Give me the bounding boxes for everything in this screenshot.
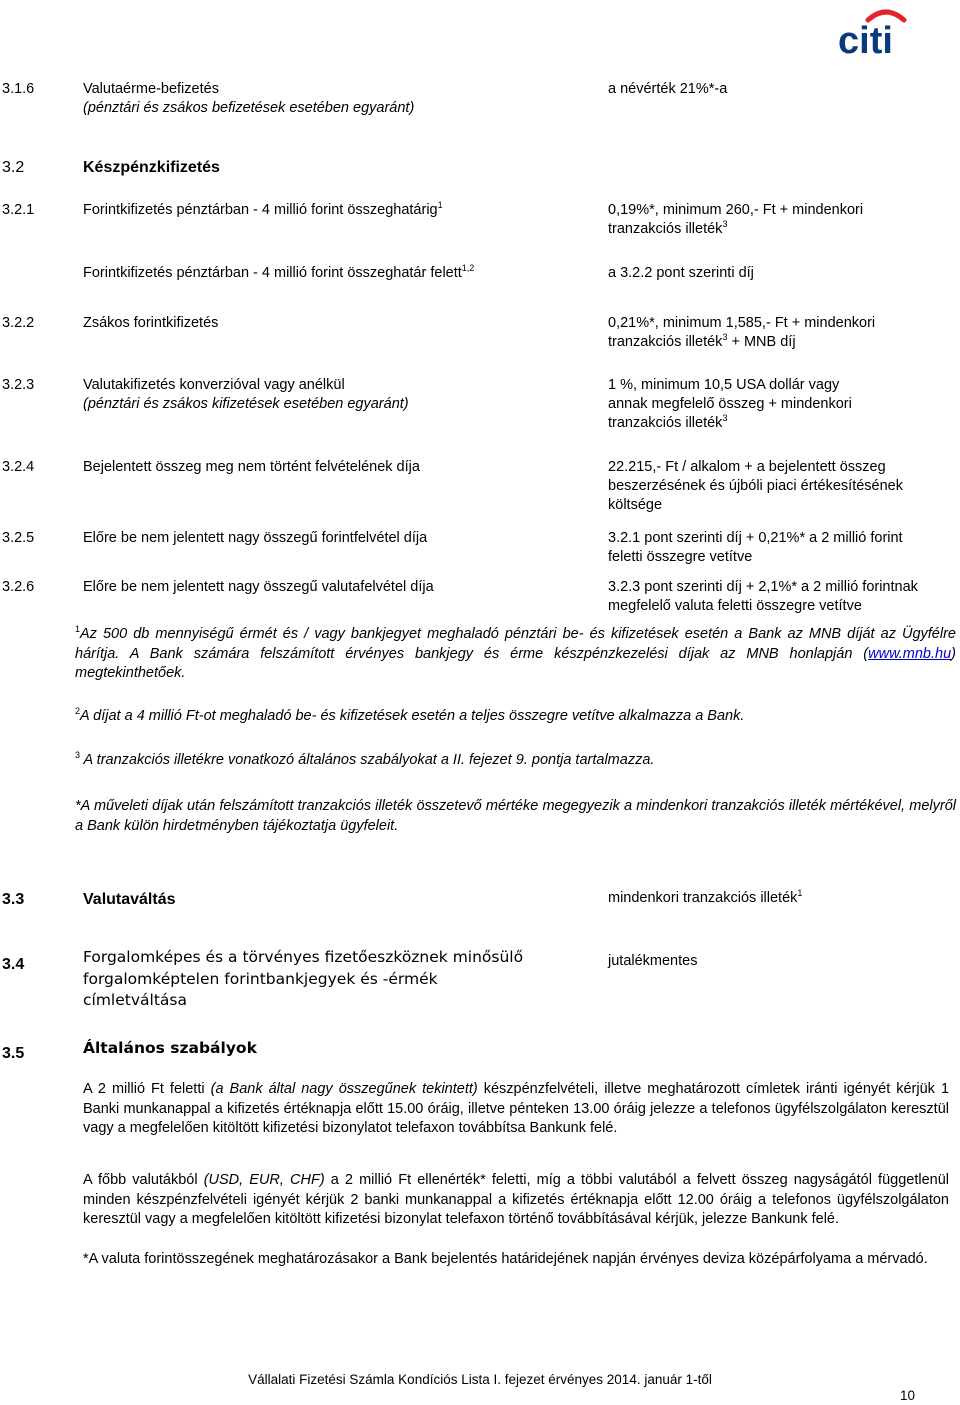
row-label: Zsákos forintkifizetés [83, 315, 219, 331]
row-num: 3.1.6 [2, 81, 35, 97]
section-title: Forgalomképes és a törvényes fizetőeszköznek minősülő forgalomképtelen forintbankjegyek és -érmék címletváltása [83, 948, 524, 1009]
row-num: 3.2.2 [2, 315, 35, 331]
footnote-2: $^2$A díjat a 4 millió Ft-ot meghaladó be- és kifizetések esetén a teljes összegre vetítve alkalmazza a Bank. [75, 706, 745, 724]
row-value: 22.215,- Ft / alkalom + a bejelentett összeg beszerzésének és újbóli piaci értékesítésének költsége [608, 459, 903, 513]
row-label: Forintkifizetés pénztárban - 4 millió forint összeghatár felett$^{1,2}$ [83, 263, 475, 281]
footnote-3: $^3$ A tranzakciós illetékre vonatkozó általános szabályokat a II. fejezet 9. pontja tartalmazza. [75, 750, 655, 768]
section-num: 3.5 [2, 1045, 25, 1062]
logo-text: citi [838, 20, 893, 56]
section-num: 3.4 [2, 956, 25, 973]
row-value: 3.2.1 pont szerinti díj + 0,21%* a 2 millió forint feletti összegre vetítve [608, 530, 903, 565]
rules-paragraph-3: *A valuta forintösszegének meghatározásakor a Bank bejelentés határidejének napján érvényes deviza középárfolyama a mérvadó. [83, 1251, 928, 1267]
section-num: 3.2 [2, 159, 25, 176]
row-value: 0,19%*, minimum 260,- Ft + mindenkori tranzakciós illeték$^3$ [608, 202, 864, 237]
row-value: mindenkori tranzakciós illeték$^1$ [608, 888, 803, 906]
footnote-1: $^1$Az 500 db mennyiségű érmét és / vagy bankjegyet meghaladó pénztári be- és kifizetések esetén a Bank az MNB díját az Ügyfélre hárítja. A Bank számára felszámított érvényes bankjegy és érme készpénzkezelési díjak az MNB honlapján (www.mnb.hu) megtekinthetőek. [75, 624, 956, 681]
row-value: 0,21%*, minimum 1,585,- Ft + mindenkori tranzakciós illeték$^3$ + MNB díj [608, 315, 876, 350]
section-title: Készpénzkifizetés [83, 159, 220, 176]
row-label: Valutaérme-befizetés (pénztári és zsákos befizetések esetében egyaránt) [83, 81, 415, 116]
row-label: Előre be nem jelentett nagy összegű valutafelvétel díja [83, 579, 434, 595]
section-num: 3.3 [2, 891, 25, 908]
page-number: 10 [900, 1388, 916, 1403]
row-num: 3.2.4 [2, 459, 35, 475]
row-label: Bejelentett összeg meg nem történt felvételének díja [83, 459, 420, 475]
row-value: 1 %, minimum 10,5 USA dollár vagy annak megfelelő összeg + mindenkori tranzakciós illeték$^3$ [608, 377, 852, 431]
row-label: Valutakifizetés konverzióval vagy anélkül (pénztári és zsákos kifizetések esetében egyaránt) [83, 377, 409, 412]
row-value: 3.2.3 pont szerinti díj + 2,1%* a 2 millió forintnak megfelelő valuta feletti összegre vetítve [608, 579, 918, 614]
row-label: Előre be nem jelentett nagy összegű forintfelvétel díja [83, 530, 428, 546]
row-label: Forintkifizetés pénztárban - 4 millió forint összeghatárig$^1$ [83, 200, 443, 218]
row-num: 3.2.6 [2, 579, 35, 595]
row-value: jutalékmentes [608, 953, 698, 969]
footer-text: Vállalati Fizetési Számla Kondíciós Lista I. fejezet érvényes 2014. január 1-től [248, 1372, 712, 1387]
footnote-star: *A műveleti díjak után felszámított tranzakciós illeték összetevő mértéke megegyezik a mindenkori tranzakciós illeték mértékével, melyről a Bank külön hirdetményben tájékoztatja ügyfeleit. [75, 798, 956, 834]
row-num: 3.2.3 [2, 377, 35, 393]
mnb-link[interactable]: www.mnb.hu [868, 645, 952, 662]
rules-paragraph-1: A 2 millió Ft feletti (a Bank által nagy összegűnek tekintett) készpénzfelvételi, illetve meghatározott címletek iránti igényét kérjük 1 Banki munkanappal a kifizetés értéknapja előtt 15.00 óráig, illetve pénteken 13.00 óráig jelezze a telefonos ügyfélszolgálaton keresztül vagy a megfelelően kitöltött kifizetési bizonylatot telefaxon továbbítsa Bankunk felé. [83, 1081, 950, 1136]
section-title: Valutaváltás [83, 891, 176, 908]
row-num: 3.2.5 [2, 530, 35, 546]
rules-paragraph-2: A főbb valutákból (USD, EUR, CHF) a 2 millió Ft ellenérték* feletti, míg a többi valutából a felvett összeg nagyságától függetlenül minden készpénzfelvételi igényét kérjük 2 banki munkanappal a kifizetés értéknapja előtt 12.00 óráig a telefonos ügyfélszolgálaton keresztül vagy a megfelelően kitöltött kifizetési bizonylat telefaxon történő továbbításával kérjük, jelezze Bankunk felé. [83, 1172, 949, 1227]
citi-logo [838, 6, 914, 56]
section-title: Általános szabályok [83, 1039, 257, 1057]
row-value: a névérték 21%*-a [608, 81, 728, 97]
row-value: a 3.2.2 pont szerinti díj [608, 265, 754, 281]
row-num: 3.2.1 [2, 202, 35, 218]
